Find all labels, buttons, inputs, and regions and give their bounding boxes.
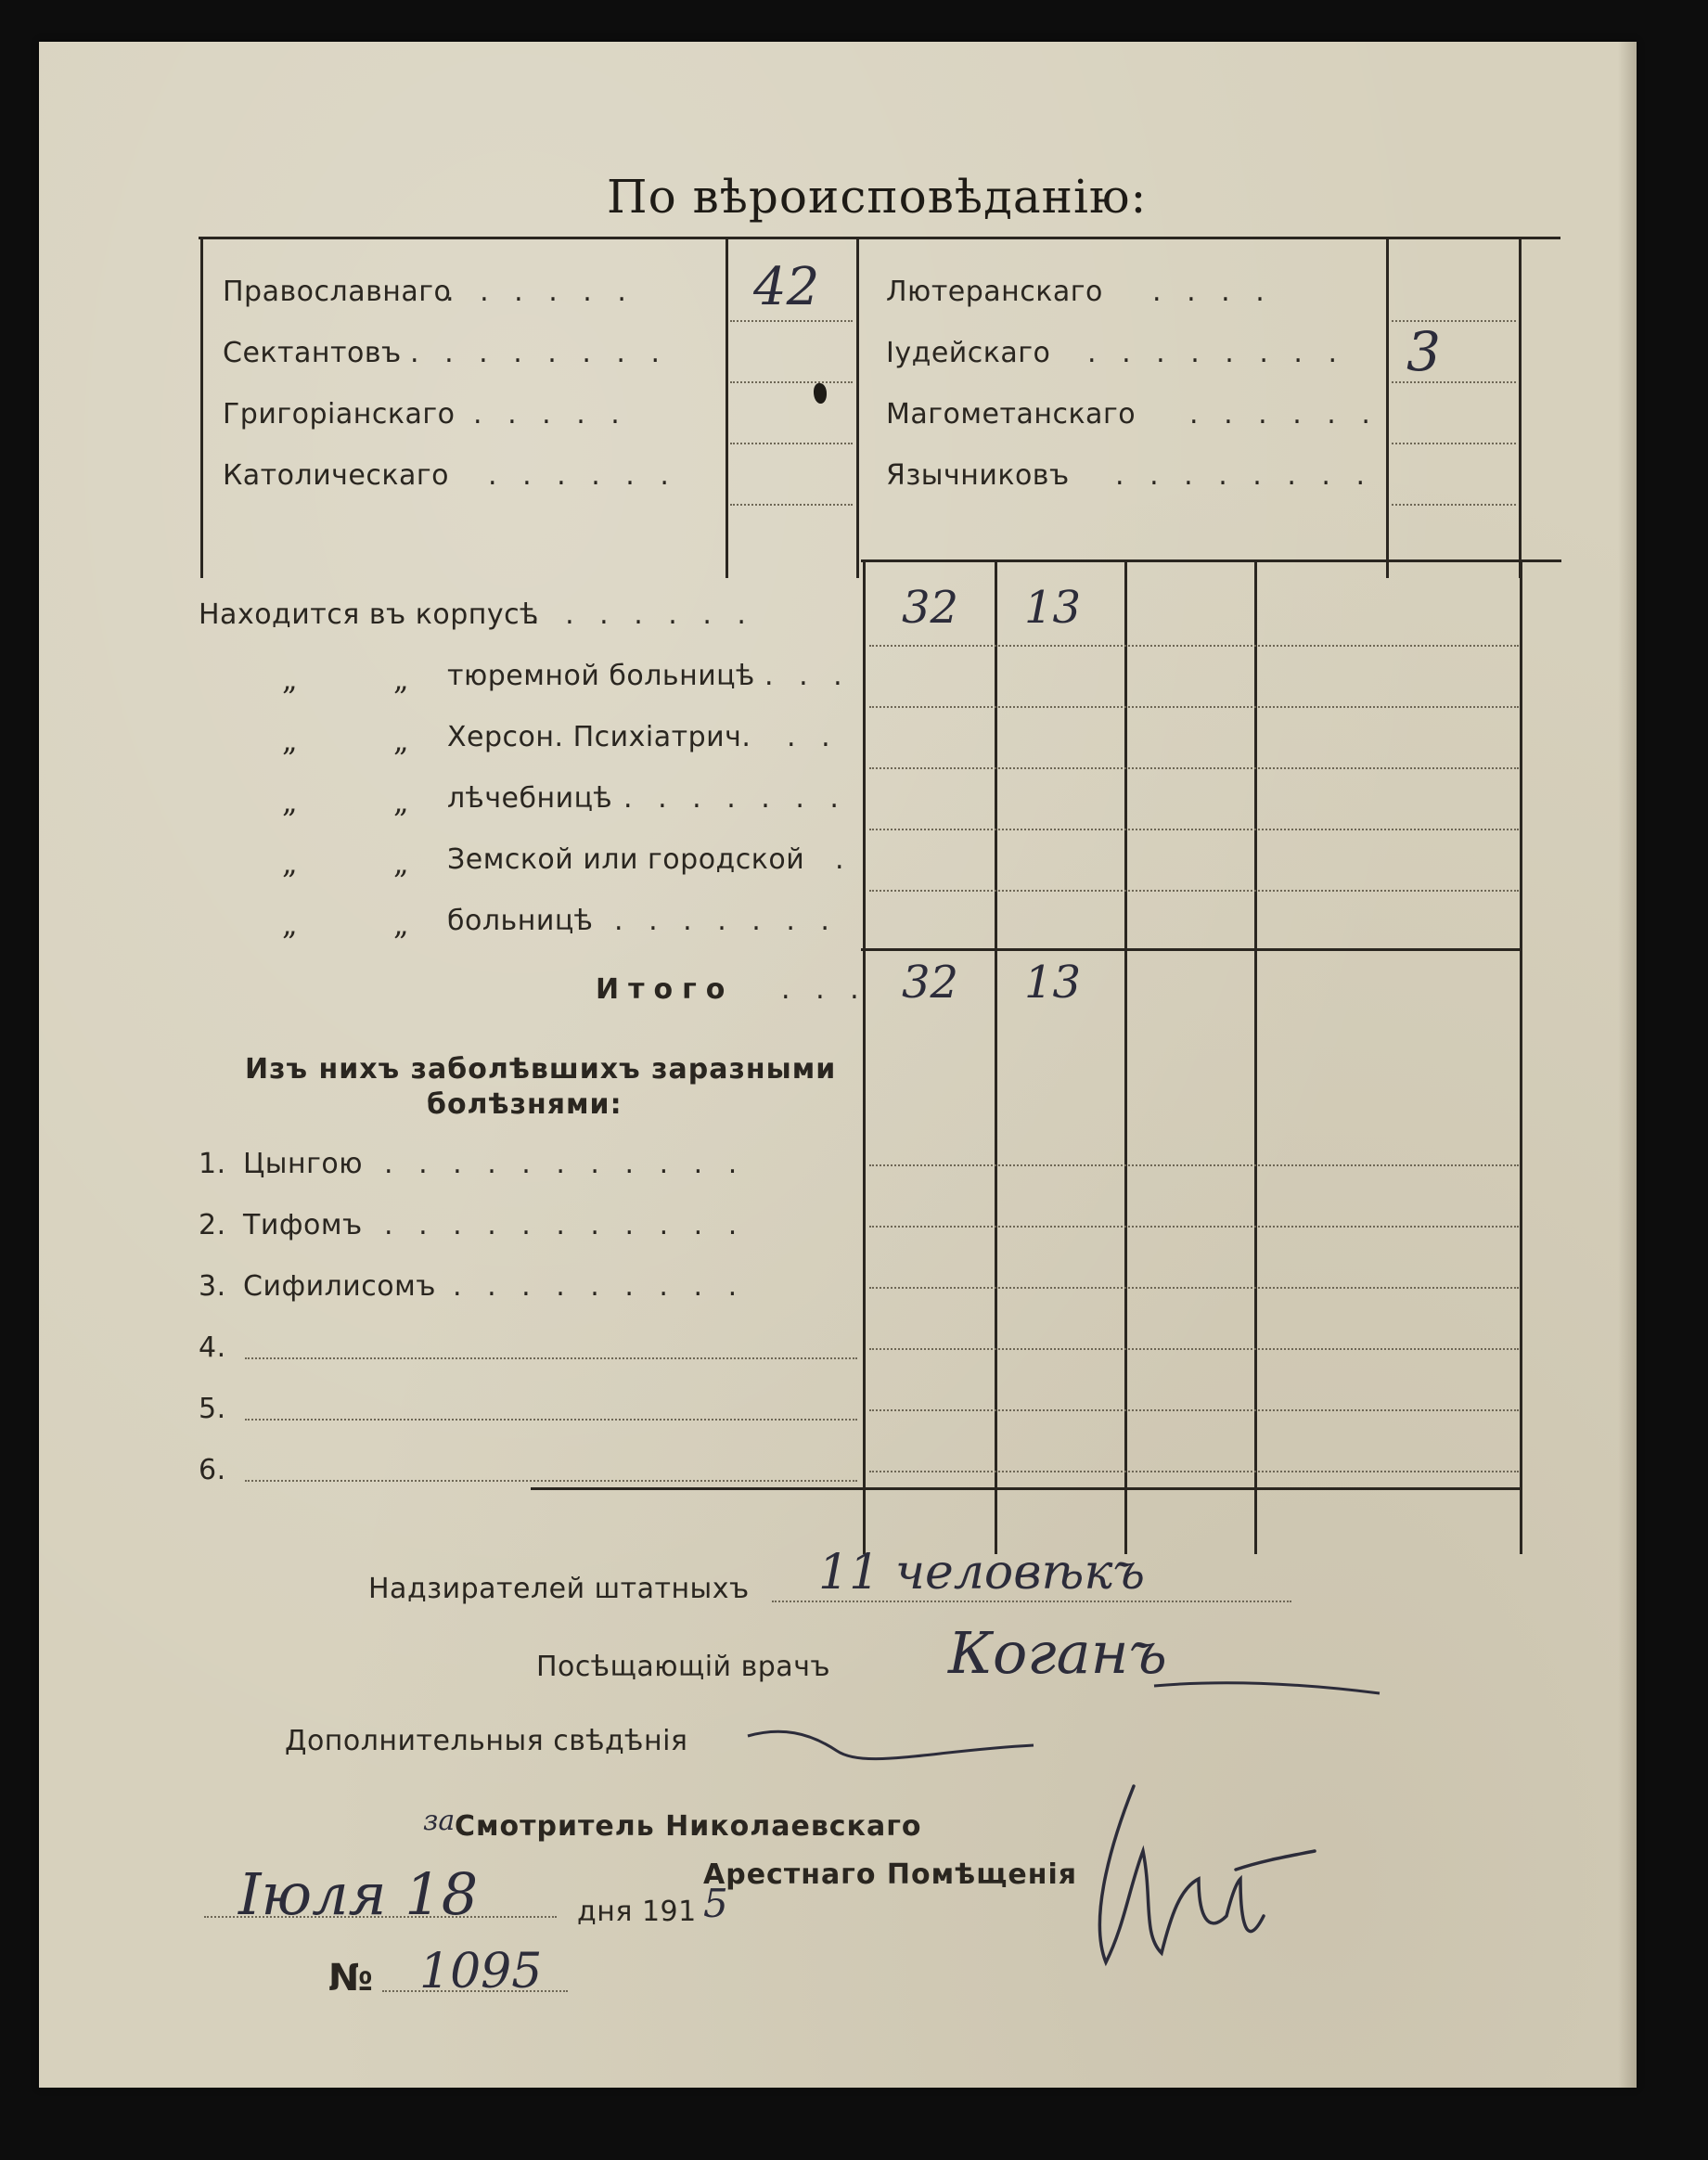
date-month-day: Іюля 18 [238,1860,479,1928]
main-table-col-rule-2 [995,559,997,1554]
extra-info-label: Дополнительныя свѣдѣнія [285,1725,688,1757]
main-table-col-rule-4 [1254,559,1257,1554]
ditto-mark: „ [393,784,409,819]
guards-value: 11 человѣкъ [818,1545,1146,1601]
disease-label-typhus: Тифомъ [243,1209,363,1241]
main-table-col-rule-5 [1520,559,1522,1554]
paper-edge-shadow [1618,42,1637,2088]
doctor-value: Коганъ [948,1619,1167,1687]
leader-dots: . . . . . . . [614,905,838,937]
ditto-mark: „ [393,662,409,697]
row-dotted-line [869,706,1519,708]
disease-number: 3. [199,1270,226,1303]
ditto-mark: „ [282,784,298,819]
value-dotted-line [730,443,853,444]
row-dotted-line [869,767,1519,769]
main-table-top-rule [861,559,1561,562]
religion-table-right-rule [1519,239,1522,578]
ditto-mark: „ [282,845,298,881]
row-dotted-line [869,1471,1519,1472]
religion-value-judaic: 3 [1406,320,1441,383]
disease-label-scurvy: Цынгою [243,1148,363,1180]
leader-dots: . . . . . . . [623,782,847,815]
location-label-hospital: больницѣ [447,905,594,937]
value-dotted-line [730,320,853,322]
leader-dots: . . [787,721,839,753]
page-title: По вѣроисповѣданію: [607,170,1148,224]
signer-line1: Смотритель Николаевскаго [455,1810,922,1843]
location-label-prison-hospital: тюремной больницѣ [447,660,755,692]
diseases-heading-line2: болѣзнями: [427,1088,623,1121]
value-dotted-line [730,381,853,383]
director-signature [1078,1777,1319,1990]
religion-label-pagan: Язычниковъ [886,459,1070,492]
leader-dots: . . . . . . . [531,598,754,631]
leader-dots: . . . . . . [488,459,677,492]
disease-number: 5. [199,1393,226,1425]
location-value-corps-col1: 32 [902,582,959,634]
leader-dots: . . . . . . . . [1087,337,1346,369]
row-dotted-line [869,1348,1519,1350]
subtotal-rule [861,948,1522,951]
disease-number: 4. [199,1331,226,1364]
date-label: дня 191 [577,1896,697,1928]
location-label-psychiatric: Херсон. Психіатрич. [447,721,751,753]
row-dotted-line [869,1226,1519,1228]
ditto-mark: „ [282,662,298,697]
extra-info-dash [744,1723,1041,1779]
location-label-clinic: лѣчебницѣ [447,782,613,815]
diseases-heading-line1: Изъ нихъ заболѣвшихъ заразными [245,1053,837,1086]
ditto-mark: „ [393,906,409,942]
leader-dots: . . . . . . [1189,398,1379,431]
guards-label: Надзирателей штатныхъ [368,1573,750,1605]
religion-table-mid-rule-2 [856,239,859,578]
leader-dots: . . . . . . . . . . . [384,1148,746,1180]
guards-dotted-line [772,1601,1291,1602]
ditto-mark: „ [393,723,409,758]
leader-dots: . . . . . . . . . . . [384,1209,746,1241]
row-dotted-line [869,890,1519,892]
total-value-col1: 32 [902,957,959,1009]
total-value-col2: 13 [1024,957,1082,1009]
religion-table-mid-rule-1 [726,239,728,578]
blank-line [245,1419,857,1421]
leader-dots: . . . [781,973,867,1006]
religion-table-top-rule [199,237,1560,239]
religion-label-judaic: Іудейскаго [886,337,1051,369]
row-dotted-line [869,645,1519,647]
religion-label-sectarian: Сектантовъ [223,337,402,369]
blank-line [245,1480,857,1482]
leader-dots: . . . [764,660,851,692]
leader-dots: . . . . [1152,276,1273,308]
signer-line2: Арестнаго Помѣщенія [703,1858,1078,1891]
row-dotted-line [869,1287,1519,1289]
row-dotted-line [869,829,1519,830]
leader-dots: . . . . . . . . . [453,1270,746,1303]
disease-label-syphilis: Сифилисомъ [243,1270,436,1303]
religion-label-orthodox: Православнаго [223,276,452,308]
number-sign: № [328,1957,375,1999]
leader-dots: . . . . . . . . [410,337,669,369]
religion-table-left-rule [200,239,203,578]
number-value: 1095 [419,1944,543,1999]
ditto-mark: „ [393,845,409,881]
main-table-col-rule-3 [1124,559,1127,1554]
religion-label-catholic: Католическаго [223,459,449,492]
location-label-zemstvo: Земской или городской [447,843,805,876]
leader-dots: . . . . . . [445,276,635,308]
signer-prefix: за [423,1805,456,1837]
table-bottom-rule [531,1487,1522,1490]
row-dotted-line [869,1164,1519,1166]
total-label: Итого [596,973,735,1006]
ditto-mark: „ [282,906,298,942]
value-dotted-line [1392,504,1516,506]
value-dotted-line [1392,443,1516,444]
disease-number: 2. [199,1209,226,1241]
religion-value-orthodox: 42 [753,257,820,317]
leader-dots: . . . . . [473,398,628,431]
ditto-mark: „ [282,723,298,758]
disease-number: 1. [199,1148,226,1180]
location-label-corps: Находится въ корпусѣ [199,598,539,631]
main-table-col-rule-1 [863,559,866,1554]
religion-label-lutheran: Лютеранскаго [886,276,1103,308]
location-value-corps-col2: 13 [1024,582,1082,634]
doctor-label: Посѣщающій врачъ [536,1651,831,1683]
date-year-suffix: 5 [703,1881,728,1926]
religion-label-gregorian: Григоріанскаго [223,398,456,431]
document-sheet [39,42,1637,2088]
disease-number: 6. [199,1454,226,1486]
ink-blot [814,383,827,404]
leader-dots: . . . . . . . . [1115,459,1374,492]
religion-label-muslim: Магометанскаго [886,398,1137,431]
blank-line [245,1357,857,1359]
value-dotted-line [1392,381,1516,383]
leader-dots: . [835,843,853,876]
row-dotted-line [869,1409,1519,1411]
doctor-underline [1152,1675,1384,1703]
value-dotted-line [730,504,853,506]
religion-table-mid-rule-3 [1386,239,1389,578]
